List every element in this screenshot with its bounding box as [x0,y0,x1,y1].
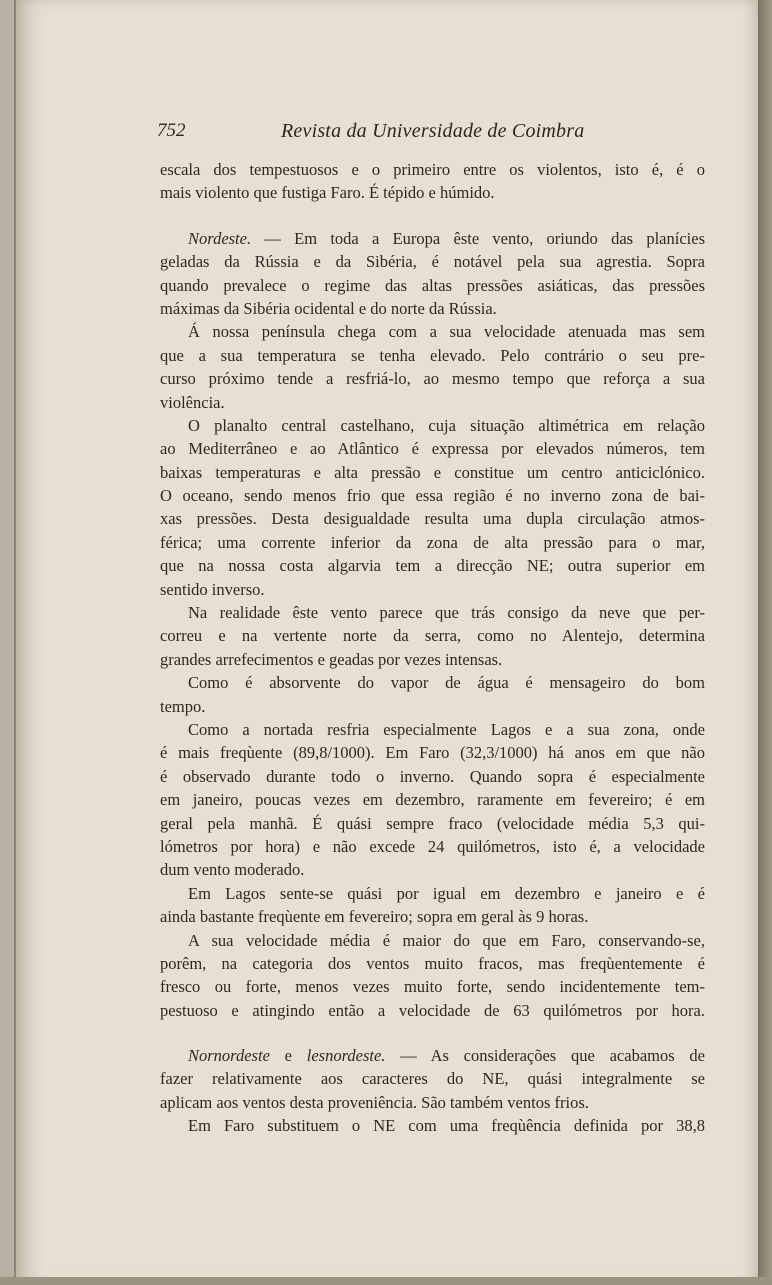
text-line: violência. [160,392,225,412]
text-line: que a sua temperatura se tenha elevado. Pelo contrário o seu pre- [160,345,705,365]
text-line: é observado durante todo o inverno. Quando sopra é especialmente [160,766,705,786]
binding-gutter [14,0,16,1285]
text-line: dum vento moderado. [160,860,305,880]
text-line: Em Lagos sente-se quási por igual em dezembro e janeiro e é [188,883,705,903]
section-lead: Nordeste. [188,228,252,248]
page-edge-right [758,0,772,1285]
text-line: máximas da Sibéria ocidental e do norte da Rússia. [160,298,497,318]
text-run: — Em toda a Europa êste vento, oriundo das planícies [251,228,705,248]
text-line: fazer relativamente aos caracteres do NE, quási integralmente se [160,1069,705,1089]
paragraph [160,718,705,882]
text-line: fresco ou forte, menos vezes muito forte, sendo incidentemente tem- [160,977,705,997]
text-line: sentido inverso. [160,579,265,599]
text-line: baixas temperaturas e alta pressão e constitue um centro anticiclónico. [160,462,705,482]
body-text [160,158,705,1138]
text-line: xas pressões. Desta desigualdade resulta uma dupla circulação atmos- [160,509,705,529]
text-line: que na nossa costa algarvia tem a direcção NE; outra superior em [160,556,705,576]
paragraph [160,1114,705,1137]
section-lead: lesnordeste. [306,1046,386,1066]
page-number: 752 [157,120,186,141]
text-line: O planalto central castelhano, cuja situação altimétrica em relação [188,415,705,435]
text-line: tempo. [160,696,206,716]
text-line: ao Mediterrâneo e ao Atlântico é expressa por elevados números, tem [160,439,705,459]
paragraph [160,158,705,205]
text-line: Como é absorvente do vapor de água é mensageiro do bom [188,673,705,693]
text-line: correu e na vertente norte da serra, como no Alentejo, determina [160,626,705,646]
text-line: curso próximo tende a resfriá-lo, ao mesmo tempo que reforça a sua [160,369,705,389]
paragraph [160,929,705,1023]
text-line: O oceano, sendo menos frio que essa região é no inverno zona de bai- [160,486,705,506]
text-line: grandes arrefecimentos e geadas por vezes intensas. [160,649,503,669]
running-header [157,120,705,150]
running-title: Revista da Universidade de Coimbra [281,120,585,142]
text-line: ainda bastante freqùente em fevereiro; sopra em geral às 9 horas. [160,907,589,927]
paragraph [160,227,705,321]
paragraph [160,882,705,929]
text-line: porêm, na categoria dos ventos muito fracos, mas freqùentemente é [160,953,705,973]
text-line [160,227,705,250]
page-edge-bottom [0,1277,772,1285]
text-line: é mais freqùente (89,8/1000). Em Faro (32,3/1000) há anos em que não [160,743,705,763]
paragraph [160,671,705,718]
text-line: A sua velocidade média é maior do que em Faro, conservando-se, [188,930,705,950]
text-line: geladas da Rússia e da Sibéria, é notável pela sua agrestia. Sopra [160,252,705,272]
paragraph [160,414,705,601]
paragraph [160,601,705,671]
text-line: Á nossa península chega com a sua velocidade atenuada mas sem [188,322,705,342]
text-line: em janeiro, poucas vezes em dezembro, raramente em fevereiro; é em [160,790,705,810]
text-line: escala dos tempestuosos e o primeiro entre os violentos, isto é, é o [160,160,705,179]
section-lead: Nornordeste [188,1046,270,1066]
paragraph [160,320,705,414]
text-run: e [269,1046,307,1066]
text-line [160,1044,705,1067]
text-line: mais violento que fustiga Faro. É tépido e húmido. [160,183,495,203]
text-line: geral pela manhã. É quási sempre fraco (velocidade média 5,3 qui- [160,813,705,833]
text-line: pestuoso e atingindo então a velocidade de 63 quilómetros por hora. [160,1000,705,1020]
text-line: quando prevalece o regime das altas pressões asiáticas, das pressões [160,275,705,295]
text-line: Em Faro substituem o NE com uma freqùência definida por 38,8 [188,1116,705,1136]
paragraph [160,1044,705,1114]
text-line: aplicam aos ventos desta proveniência. São também ventos frios. [160,1092,589,1112]
text-run: — As considerações que acabamos de [385,1046,705,1066]
text-line: Na realidade êste vento parece que trás consigo da neve que per- [188,603,705,623]
text-line: lómetros por hora) e não excede 24 quilómetros, isto é, a velocidade [160,836,705,856]
text-line: Como a nortada resfria especialmente Lagos e a sua zona, onde [188,719,705,739]
text-line: férica; uma corrente inferior da zona de alta pressão para o mar, [160,532,705,552]
